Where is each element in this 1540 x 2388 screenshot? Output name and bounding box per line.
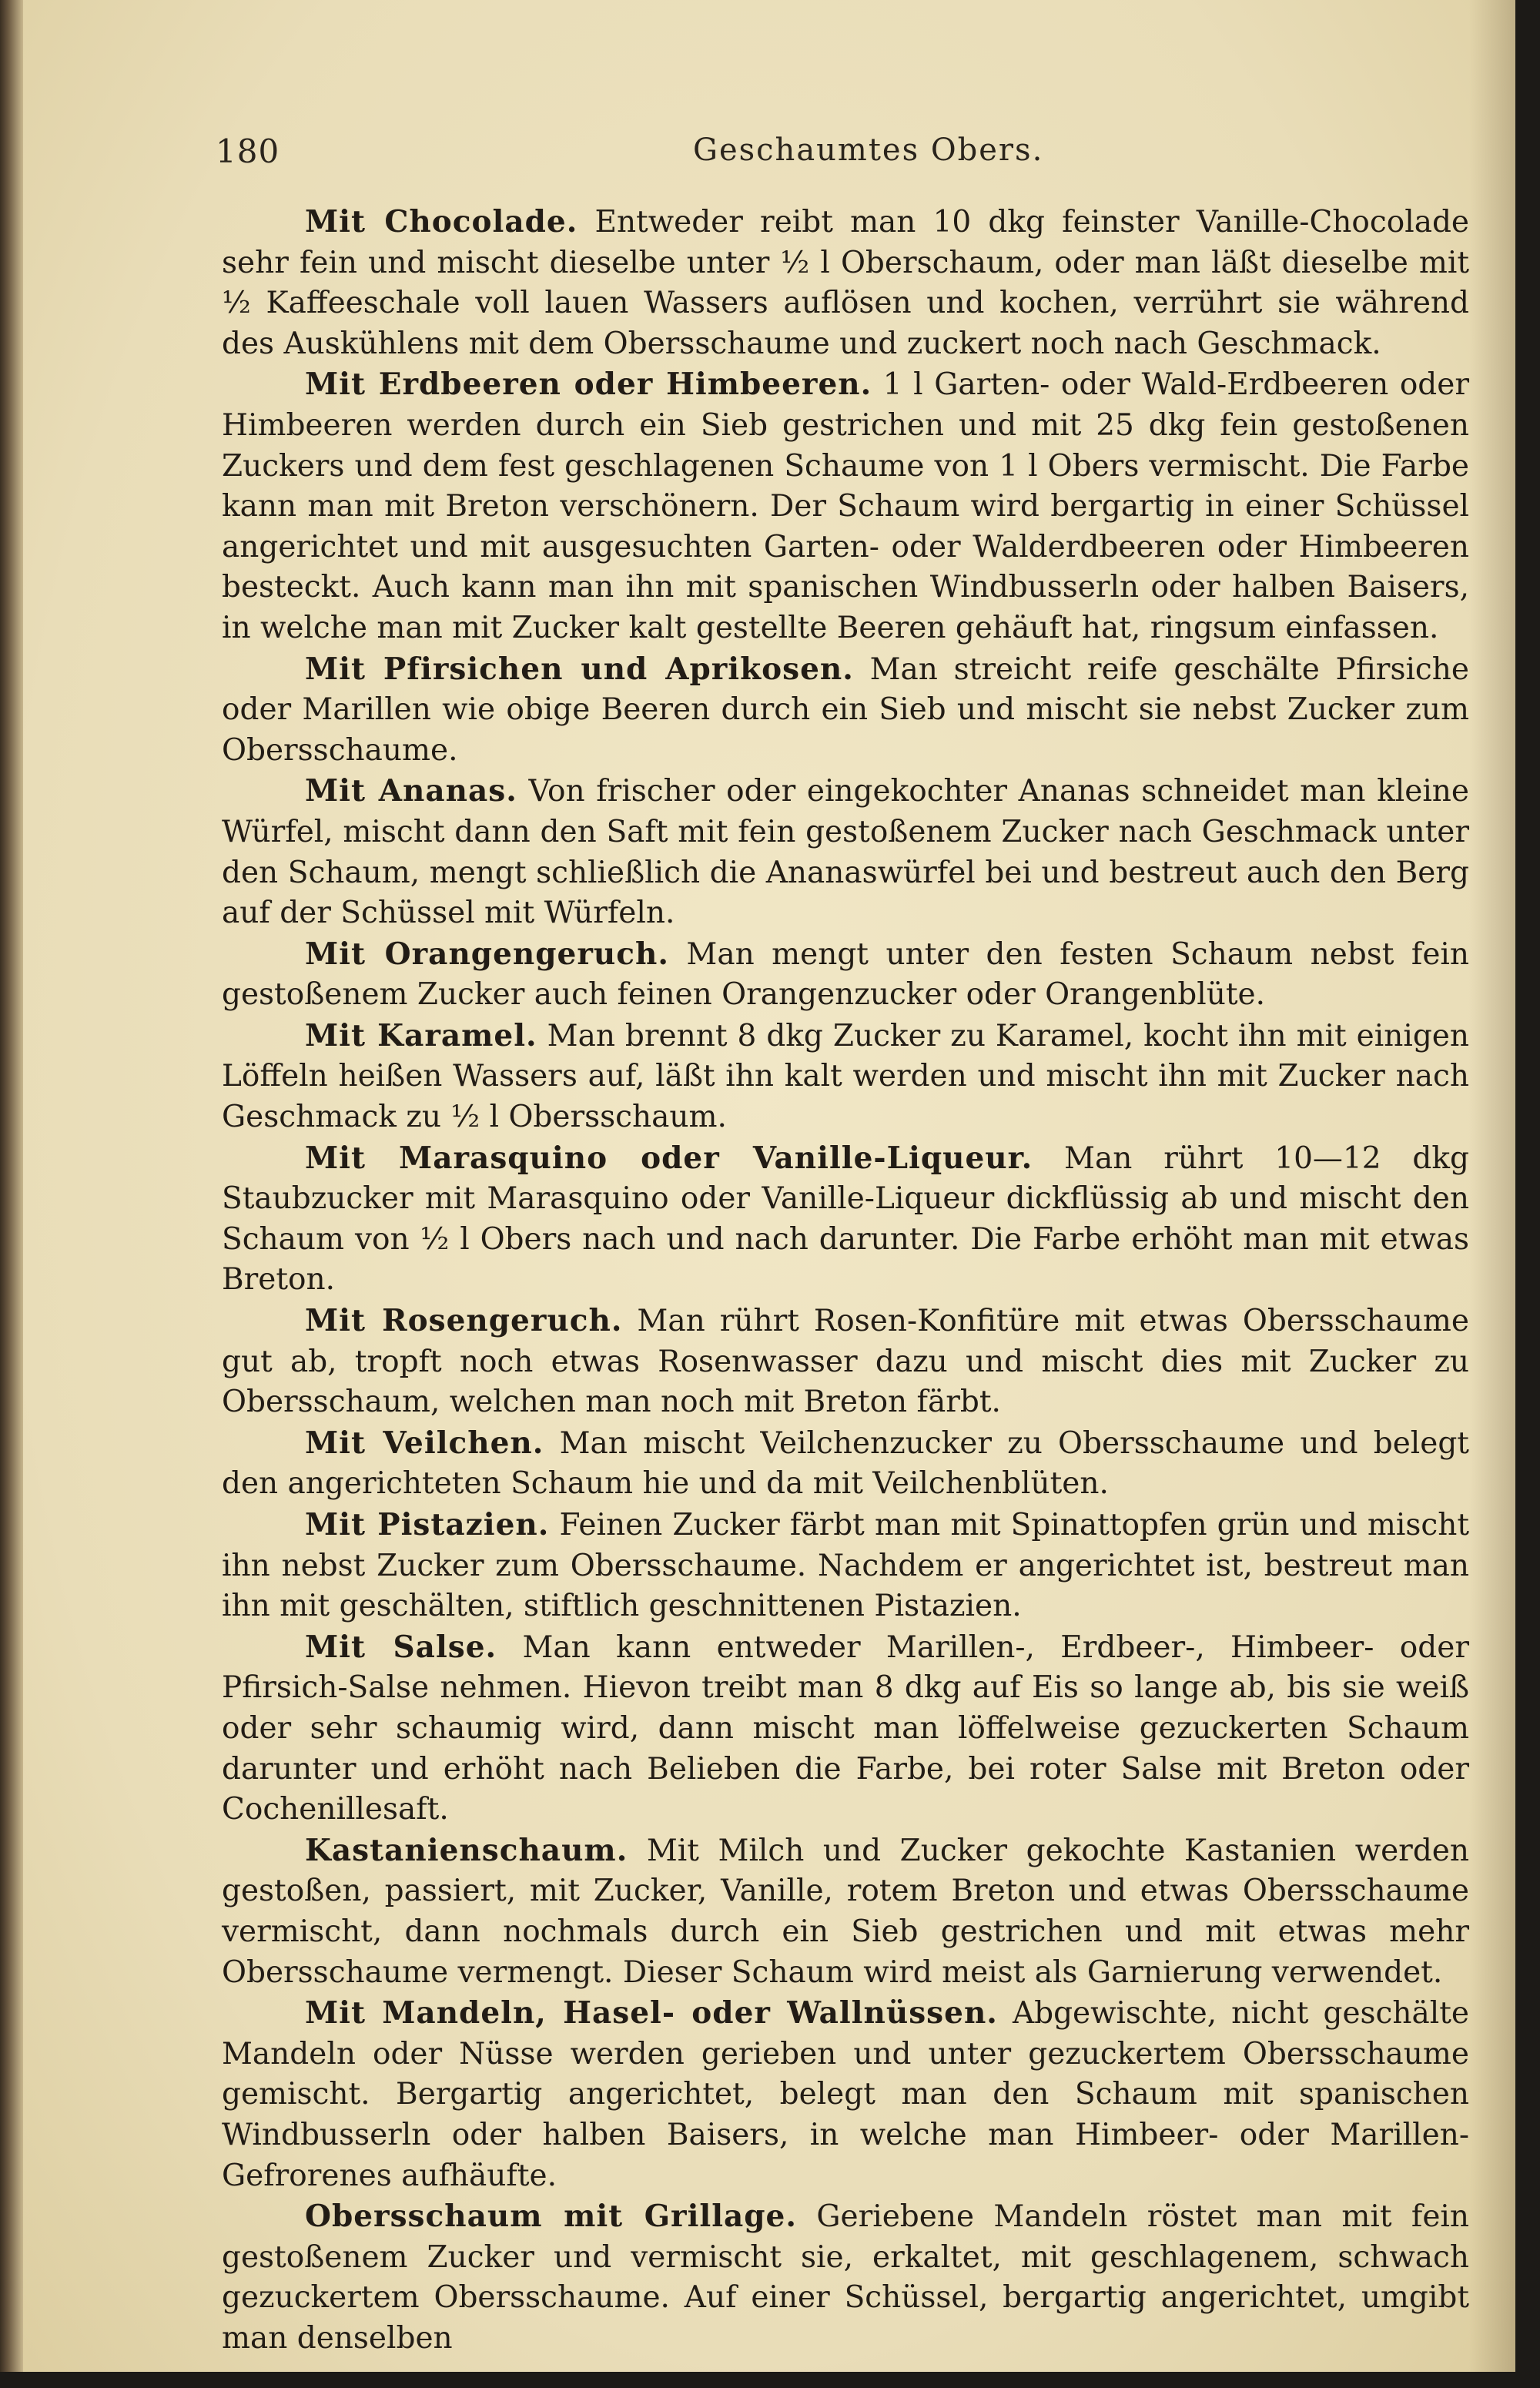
recipe-text: Entweder reibt man 10 dkg feinster Vanille-Chocolade sehr fein und mischt dieselbe unter ½ l Oberschaum, oder man läßt dieselbe mit ½ Kaffeeschale voll lauen Wassers auflösen und kochen, verrührt sie während des Auskühlens mit dem Obersschaume und zuckert noch nach Geschmack. — [222, 205, 1469, 361]
recipe-heading: Mit Erdbeeren oder Himbeeren. — [305, 367, 872, 403]
recipe-heading: Mit Ananas. — [305, 773, 517, 809]
recipe-entry — [222, 771, 1469, 933]
recipe-entry — [222, 1505, 1469, 1627]
recipe-heading: Mit Veilchen. — [305, 1425, 544, 1461]
recipe-text: Mit Milch und Zucker gekochte Kastanien werden gestoßen, passiert, mit Zucker, Vanille, rotem Breton und etwas Obersschaume vermischt, dann nochmals durch ein Sieb gestrichen und mit etwas mehr Obersschaume vermengt. Dieser Schaum wird meist als Garnierung verwendet. — [222, 1833, 1469, 1990]
recipe-entry — [222, 1993, 1469, 2196]
recipe-entry — [222, 202, 1469, 364]
recipe-entry — [222, 1138, 1469, 1301]
page-edge-shadow — [1469, 0, 1515, 2372]
recipe-text: Man mischt Veilchenzucker zu Obersschaume und belegt den angerichteten Schaum hie und da mit Veilchenblüten. — [222, 1425, 1469, 1502]
recipe-heading: Mit Pfirsichen und Aprikosen. — [305, 651, 854, 687]
recipe-entry — [222, 1830, 1469, 1993]
recipe-text: Man rührt 10—12 dkg Staubzucker mit Marasquino oder Vanille-Liqueur dickflüssig ab und mischt den Schaum von ½ l Obers nach und nach darunter. Die Farbe erhöht man mit etwas Breton. — [222, 1140, 1469, 1298]
recipe-entry — [222, 2196, 1469, 2359]
page-header — [216, 132, 1463, 179]
recipe-text: Von frischer oder eingekochter Ananas schneidet man kleine Würfel, mischt dann den Saft mit fein gestoßenem Zucker nach Geschmack unter den Schaum, mengt schließlich die Ananaswürfel bei und bestreut auch den Berg auf der Schüssel mit Würfeln. — [222, 774, 1469, 931]
recipe-heading: Mit Mandeln, Hasel- oder Wallnüssen. — [305, 1995, 998, 2031]
recipe-entry — [222, 1627, 1469, 1830]
recipe-text: Geriebene Mandeln röstet man mit fein gestoßenem Zucker und vermischt sie, erkaltet, mit geschlagenem, schwach gezuckertem Obersschaume. Auf einer Schüssel, bergartig angerichtet, umgibt man denselben — [222, 2199, 1469, 2356]
running-head: Geschaumtes Obers. — [693, 132, 1044, 168]
recipe-text: Feinen Zucker färbt man mit Spinattopfen grün und mischt ihn nebst Zucker zum Obersschaume. Nachdem er angerichtet ist, bestreut man ihn mit geschälten, stiftlich geschnittenen Pistazien. — [222, 1508, 1469, 1624]
recipe-text: Abgewischte, nicht geschälte Mandeln oder Nüsse werden gerieben und unter gezuckertem Obersschaume gemischt. Bergartig angerichtet, belegt man den Schaum mit spanischen Windbusserln oder halben Baisers, in welche man Himbeer- oder Marillen-Gefrorenes aufhäufte. — [222, 1996, 1469, 2193]
recipe-heading: Mit Marasquino oder Vanille-Liqueur. — [305, 1140, 1033, 1176]
recipe-text: Man mengt unter den festen Schaum nebst fein gestoßenem Zucker auch feinen Orangenzucker oder Orangenblüte. — [222, 936, 1469, 1013]
recipe-heading: Mit Salse. — [305, 1629, 497, 1665]
recipe-heading: Mit Karamel. — [305, 1017, 537, 1053]
recipe-text: Man kann entweder Marillen-, Erdbeer-, Himbeer- oder Pfirsich-Salse nehmen. Hievon treibt man 8 dkg auf Eis so lange ab, bis sie weiß oder sehr schaumig wird, dann mischt man löffelweise gezuckerten Schaum darunter und erhöht nach Belieben die Farbe, bei roter Salse mit Breton oder Cochenillesaft. — [222, 1629, 1469, 1827]
recipe-text: Man brennt 8 dkg Zucker zu Karamel, kocht ihn mit einigen Löffeln heißen Wassers auf, läßt ihn kalt werden und mischt ihn mit Zucker nach Geschmack zu ½ l Obersschaum. — [222, 1018, 1469, 1135]
recipe-heading: Mit Pistazien. — [305, 1507, 550, 1542]
recipe-entry — [222, 934, 1469, 1016]
recipe-text: 1 l Garten- oder Wald-Erdbeeren oder Himbeeren werden durch ein Sieb gestrichen und mit 25 dkg fein gestoßenen Zuckers und dem fest geschlagenen Schaume von 1 l Obers vermischt. Die Farbe kann man mit Breton verschönern. Der Schaum wird bergartig in einer Schüssel angerichtet und mit ausgesuchten Garten- oder Walderdbeeren oder Himbeeren besteckt. Auch kann man ihn mit spanischen Windbusserln oder halben Baisers, in welche man mit Zucker kalt gestellte Beeren gehäuft hat, ringsum einfassen. — [222, 367, 1469, 645]
recipe-text: Man streicht reife geschälte Pfirsiche oder Marillen wie obige Beeren durch ein Sieb und mischt sie nebst Zucker zum Obersschaume. — [222, 651, 1469, 768]
recipe-heading: Mit Orangengeruch. — [305, 936, 669, 972]
book-binding — [0, 0, 23, 2372]
recipe-heading: Mit Rosengeruch. — [305, 1303, 623, 1339]
page-number: 180 — [216, 132, 280, 170]
recipe-entry — [222, 1016, 1469, 1138]
page-body — [222, 202, 1469, 2359]
recipe-entry — [222, 1301, 1469, 1423]
recipe-heading: Mit Chocolade. — [305, 204, 578, 239]
recipe-heading: Kastanienschaum. — [305, 1832, 628, 1868]
recipe-entry — [222, 649, 1469, 772]
recipe-text: Man rührt Rosen-Konfitüre mit etwas Obersschaume gut ab, tropft noch etwas Rosenwasser dazu und mischt dies mit Zucker zu Obersschaum, welchen man noch mit Breton färbt. — [222, 1304, 1469, 1420]
recipe-heading: Obersschaum mit Grillage. — [305, 2199, 797, 2235]
recipe-entry — [222, 364, 1469, 648]
recipe-entry — [222, 1423, 1469, 1505]
